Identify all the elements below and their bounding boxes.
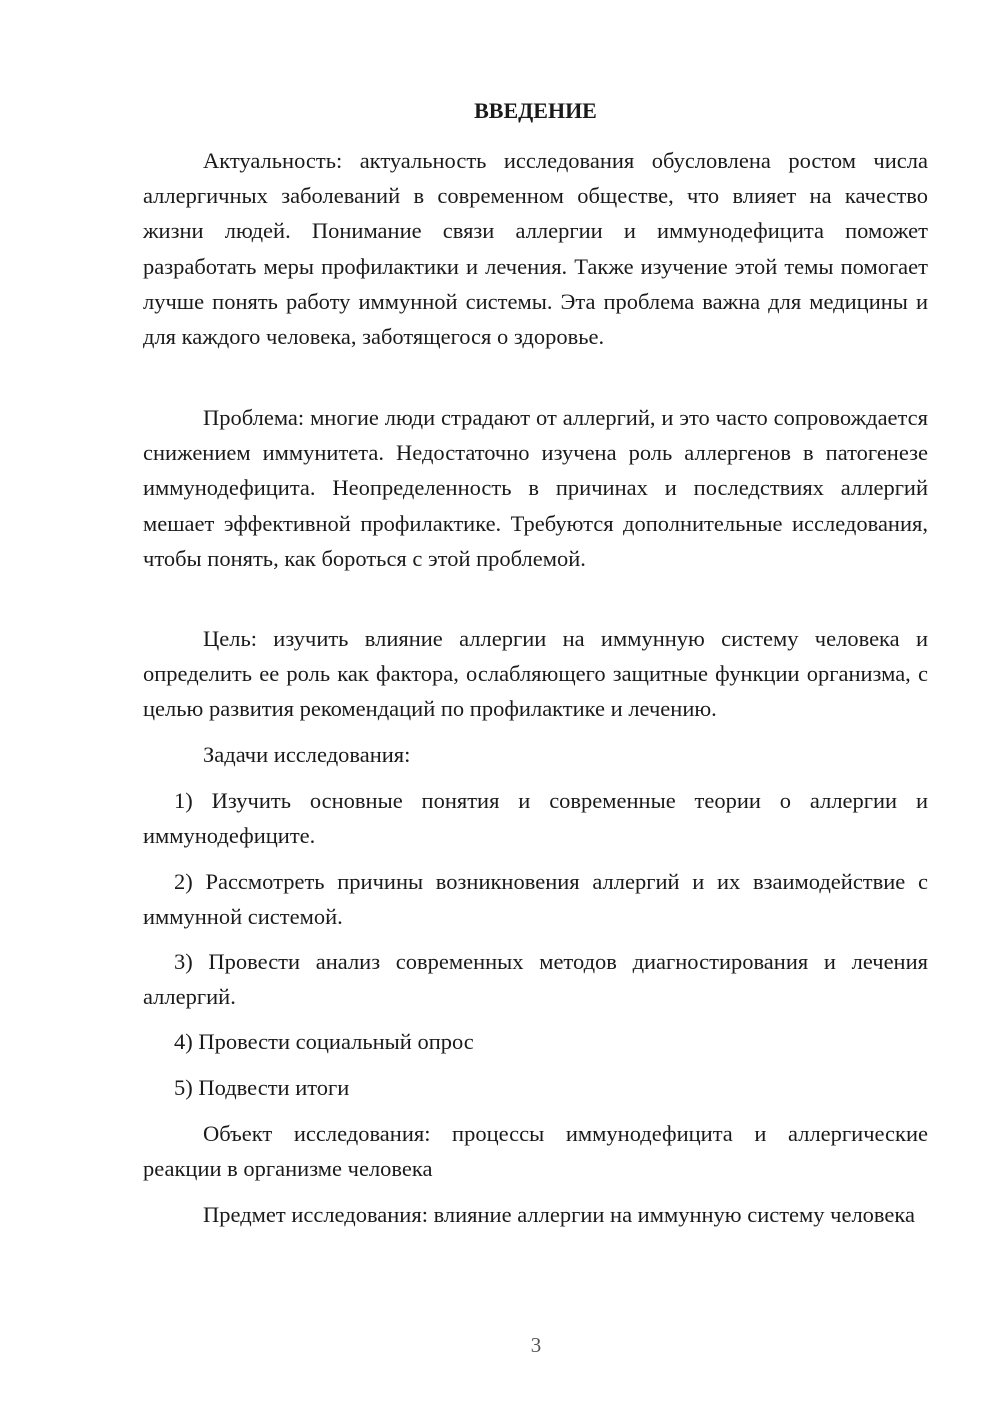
task-item-4: 4) Провести социальный опрос bbox=[174, 1029, 474, 1054]
task-item-1: 1) Изучить основные понятия и современные теории о аллергии и иммунодефиците. bbox=[143, 788, 928, 849]
relevance-paragraph: Актуальность: актуальность исследования обусловлена ростом числа аллергичных заболеваний в современном обществе, что влияет на качество жизни людей. Понимание связи аллергии и иммунодефицита поможет разработать меры профилактики и лечения. Также изучение этой темы помогает лучше понять работу иммунной системы. Эта проблема важна для медицины и для каждого человека, заботящегося о здоровье. bbox=[143, 148, 928, 350]
object-paragraph: Объект исследования: процессы иммунодефицита и аллергические реакции в организме человека bbox=[143, 1121, 928, 1182]
goal-paragraph: Цель: изучить влияние аллергии на иммунную систему человека и определить ее роль как фактора, ослабляющего защитные функции организма, с целью развития рекомендаций по профилактике и лечению. bbox=[143, 626, 928, 722]
subject-paragraph: Предмет исследования: влияние аллергии на иммунную систему человека bbox=[203, 1202, 915, 1227]
task-item-5: 5) Подвести итоги bbox=[174, 1075, 350, 1100]
problem-paragraph: Проблема: многие люди страдают от аллергий, и это часто сопровождается снижением иммунитета. Недостаточно изучена роль аллергенов в патогенезе иммунодефицита. Неопределенность в причинах и последствиях аллергий мешает эффективной профилактике. Требуются дополнительные исследования, чтобы понять, как бороться с этой проблемой. bbox=[143, 405, 928, 571]
tasks-heading: Задачи исследования: bbox=[203, 742, 411, 767]
page-number: 3 bbox=[530, 1333, 542, 1357]
section-heading: ВВЕДЕНИЕ bbox=[474, 98, 597, 123]
task-item-2: 2) Рассмотреть причины возникновения аллергий и их взаимодействие с иммунной системой. bbox=[143, 869, 928, 930]
task-item-3: 3) Провести анализ современных методов диагностирования и лечения аллергий. bbox=[143, 949, 928, 1010]
